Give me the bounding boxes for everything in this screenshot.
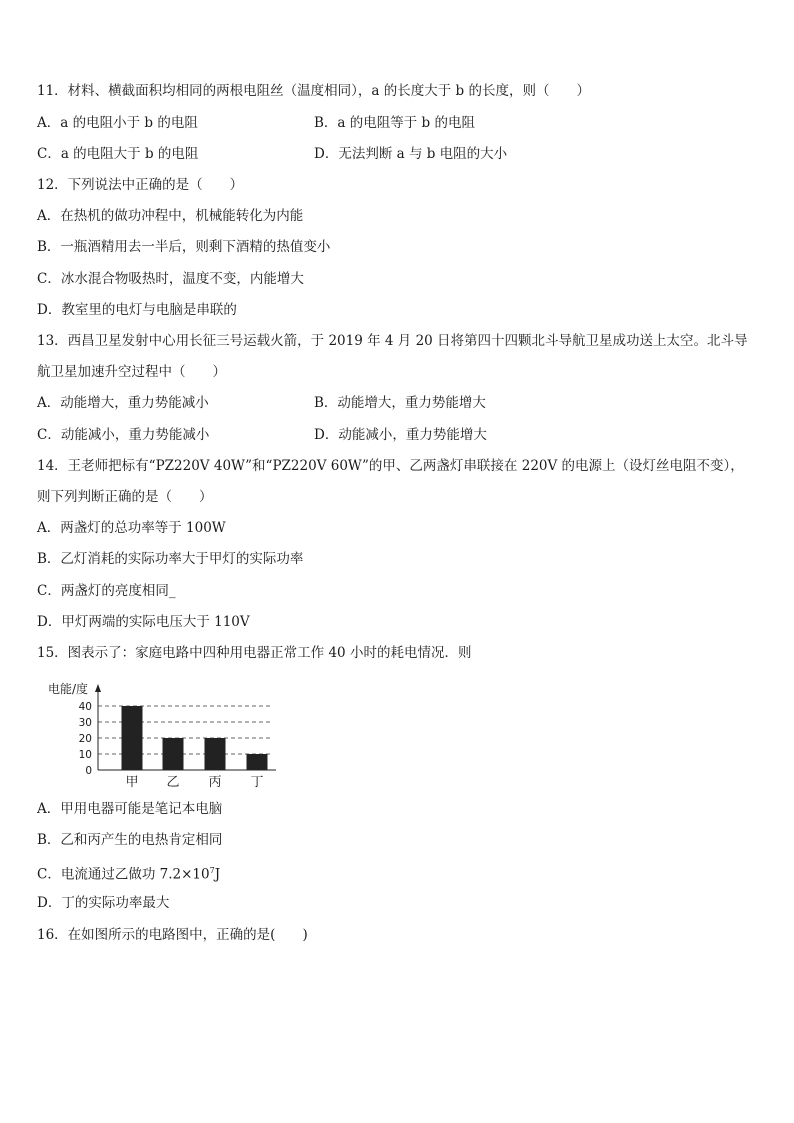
q15-stem: 15．图表示了：家庭电路中四种用电器正常工作 40 小时的耗电情况．则	[37, 645, 472, 661]
x-tick-labels	[125, 775, 263, 790]
x-tick-label: 甲	[125, 775, 139, 790]
q11-option-d[interactable]: D．无法判断 a 与 b 电阻的大小	[314, 146, 508, 162]
q15-option-d[interactable]: D．丁的实际功率最大	[37, 895, 170, 911]
q12-option-c[interactable]: C．冰水混合物吸热时，温度不变，内能增大	[37, 271, 304, 287]
q14-stem-line2: 则下列判断正确的是（ ）	[37, 489, 213, 505]
bar-丁	[247, 754, 268, 770]
x-tick-label: 乙	[166, 775, 180, 790]
q15-option-c-unit: J	[214, 866, 221, 883]
q13-option-a[interactable]: A．动能增大，重力势能减小	[37, 395, 209, 411]
q13-stem-line2: 航卫星加速升空过程中（ ）	[37, 364, 226, 380]
y-tick-label: 10	[78, 749, 92, 761]
y-axis-label: 电能/度	[48, 682, 89, 696]
bar-甲	[122, 706, 143, 770]
y-tick-label: 20	[78, 733, 92, 745]
y-tick-label: 40	[78, 701, 92, 713]
y-axis-arrow	[95, 684, 101, 692]
bar-丙	[205, 738, 226, 770]
q11-option-c[interactable]: C．a 的电阻大于 b 的电阻	[37, 146, 199, 162]
q16-stem: 16．在如图所示的电路图中，正确的是( )	[37, 927, 308, 943]
q11-option-b[interactable]: B．a 的电阻等于 b 的电阻	[314, 115, 475, 131]
y-tick-labels	[79, 701, 92, 777]
q14-stem-line1: 14．王老师把标有“PZ220V 40W”和“PZ220V 60W”的甲、乙两盏灯串联接在 220V 的电源上（设灯丝电阻不变），	[37, 458, 744, 474]
q15-option-c-text: C．电流通过乙做功 7.2×10	[37, 866, 210, 883]
energy-bar-chart	[40, 676, 290, 792]
q14-option-a[interactable]: A．两盏灯的总功率等于 100W	[37, 520, 226, 536]
q12-option-a[interactable]: A．在热机的做功冲程中，机械能转化为内能	[37, 208, 304, 224]
q15-option-b[interactable]: B．乙和丙产生的电热肯定相同	[37, 832, 223, 848]
q13-option-c[interactable]: C．动能减小，重力势能减小	[37, 427, 210, 443]
q14-option-d[interactable]: D．甲灯两端的实际电压大于 110V	[37, 614, 250, 630]
y-tick-label: 30	[78, 717, 92, 729]
q13-option-d[interactable]: D．动能减小，重力势能增大	[314, 427, 487, 443]
q12-option-b[interactable]: B．一瓶酒精用去一半后，则剩下酒精的热值变小	[37, 239, 331, 255]
q15-option-c-exponent: 7	[209, 866, 215, 875]
q13-stem-line1: 13．西昌卫星发射中心用长征三号运载火箭，于 2019 年 4 月 20 日将第四十四颗北斗导航卫星成功送上太空。北斗导	[37, 333, 748, 349]
q11-option-a[interactable]: A．a 的电阻小于 b 的电阻	[37, 115, 198, 131]
y-tick-label: 0	[85, 765, 92, 777]
x-tick-label: 丙	[208, 775, 222, 790]
q15-option-a[interactable]: A．甲用电器可能是笔记本电脑	[37, 801, 223, 817]
bar-乙	[163, 738, 184, 770]
q12-stem: 12．下列说法中正确的是（ ）	[37, 177, 244, 193]
q14-option-c[interactable]: C．两盏灯的亮度相同_	[37, 583, 176, 599]
x-tick-label: 丁	[250, 775, 264, 790]
q13-option-b[interactable]: B．动能增大，重力势能增大	[314, 395, 486, 411]
q11-stem: 11．材料、横截面积均相同的两根电阻丝（温度相同），a 的长度大于 b 的长度，则（ ）	[37, 83, 590, 99]
q12-option-d[interactable]: D．教室里的电灯与电脑是串联的	[37, 302, 237, 318]
q15-option-c[interactable]	[37, 862, 220, 884]
q14-option-b[interactable]: B．乙灯消耗的实际功率大于甲灯的实际功率	[37, 551, 304, 567]
